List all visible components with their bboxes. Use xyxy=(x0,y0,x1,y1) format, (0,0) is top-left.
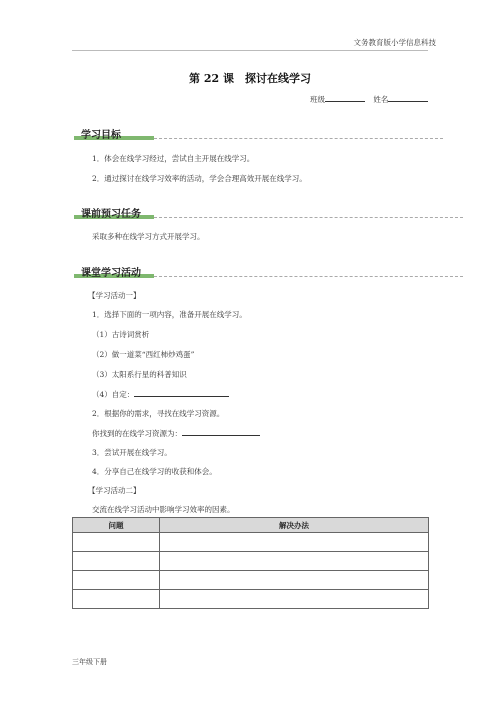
name-blank xyxy=(388,93,428,102)
step-1: 1．选择下面的一项内容，准备开展在线学习。 xyxy=(92,310,247,319)
resource-label: 你找到的在线学习资源为： xyxy=(92,429,182,438)
header-publisher: 文务教育版小学信息科技 xyxy=(353,38,436,47)
class-blank xyxy=(325,93,365,102)
step-3: 3．尝试开展在线学习。 xyxy=(92,448,172,457)
solution-cell[interactable] xyxy=(160,552,429,571)
activity2-text: 交流在线学习活动中影响学习效率的因素。 xyxy=(92,505,235,514)
lesson-title: 第 22 课 探讨在线学习 xyxy=(189,72,311,85)
class-label: 班级 xyxy=(310,95,325,104)
table-header-row xyxy=(73,518,429,533)
resource-blank xyxy=(182,427,260,436)
custom-blank xyxy=(134,388,229,397)
problem-cell[interactable] xyxy=(73,533,160,552)
option-item: （1）古诗词赏析 xyxy=(92,330,150,339)
section-goals-heading xyxy=(74,123,121,142)
section-dashed-rule xyxy=(154,138,443,139)
step-2: 2．根据你的需求，寻找在线学习资源。 xyxy=(92,409,225,418)
section-dashed-rule xyxy=(154,276,463,277)
section-dashed-rule xyxy=(154,217,463,218)
section-activities-heading xyxy=(74,261,141,280)
option-item-custom xyxy=(92,388,229,400)
table-row xyxy=(73,571,429,590)
header-solution: 解决办法 xyxy=(160,518,429,533)
table-row xyxy=(73,552,429,571)
solution-cell[interactable] xyxy=(160,571,429,590)
table-row xyxy=(73,590,429,609)
header-problem: 问题 xyxy=(73,518,160,533)
name-label: 姓名 xyxy=(373,95,389,104)
step-4: 4．分享自己在线学习的收获和体会。 xyxy=(92,467,217,476)
factors-table xyxy=(72,517,429,609)
section-title: 学习目标 xyxy=(81,130,121,141)
section-title: 课前预习任务 xyxy=(81,209,141,220)
solution-cell[interactable] xyxy=(160,590,429,609)
problem-cell[interactable] xyxy=(73,552,160,571)
solution-cell[interactable] xyxy=(160,533,429,552)
section-preview-heading xyxy=(74,202,141,221)
option-item: （3）太阳系行星的科普知识 xyxy=(92,370,187,379)
problem-cell[interactable] xyxy=(73,571,160,590)
preview-text: 采取多种在线学习方式开展学习。 xyxy=(92,232,205,241)
problem-cell[interactable] xyxy=(73,590,160,609)
activity2-label: 【学习活动二】 xyxy=(88,486,141,495)
footer-grade: 三年级下册 xyxy=(72,658,107,666)
option-item: （2）做一道菜“西红柿炒鸡蛋” xyxy=(92,350,195,359)
class-name-fields xyxy=(310,93,428,105)
section-title: 课堂学习活动 xyxy=(81,268,141,279)
resource-line xyxy=(92,427,260,439)
goal-item: 1．体会在线学习经过，尝试自主开展在线学习。 xyxy=(92,154,255,163)
option-custom-label: （4）自定： xyxy=(92,390,135,399)
goal-item: 2．通过探讨在线学习效率的活动，学会合理高效开展在线学习。 xyxy=(92,174,307,183)
activity1-label: 【学习活动一】 xyxy=(88,291,141,300)
header-divider xyxy=(72,50,428,51)
table-row xyxy=(73,533,429,552)
